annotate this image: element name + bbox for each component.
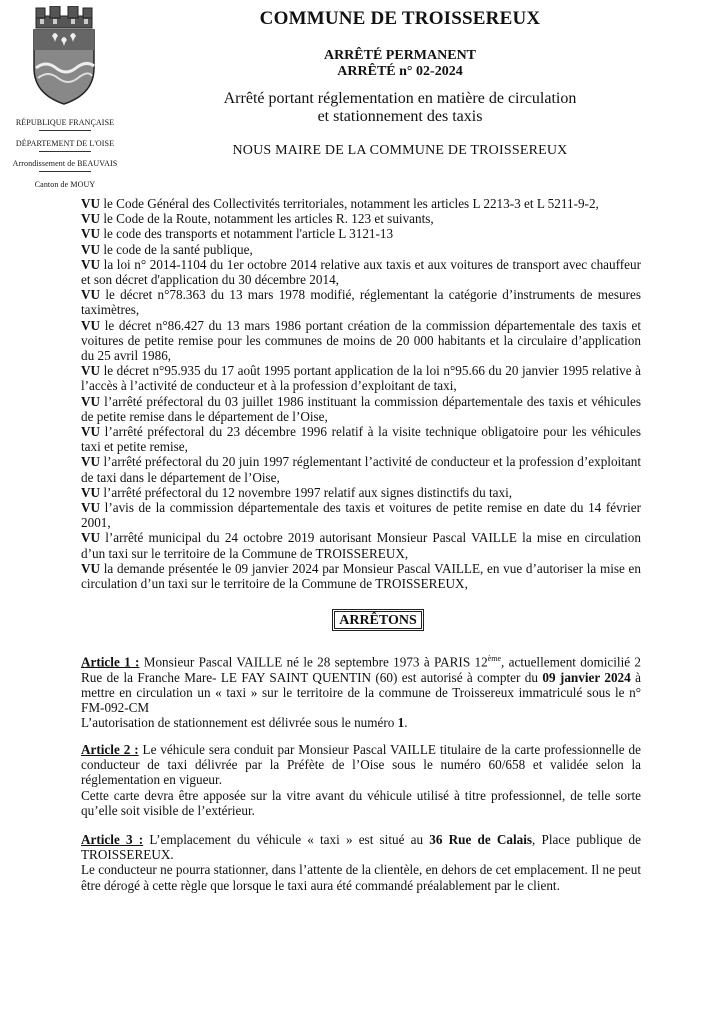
article-2-carte: Cette carte devra être apposée sur la vitre avant du véhicule utilisé à titre professionnel, de telle sorte qu’elle soit visible de l’extérieur. <box>81 787 641 818</box>
departement-label: DÉPARTEMENT DE L'OISE <box>6 139 124 152</box>
considerant-item: VU l’arrêté préfectoral du 20 juin 1997 réglementant l’activité de conducteur et la profession d’exploitant de taxi dans le département de l’Oise, <box>81 454 641 485</box>
arrete-object <box>150 90 650 126</box>
arrondissement-label: Arrondissement de BEAUVAIS <box>6 159 124 172</box>
article-1-paragraph: Article 1 : Monsieur Pascal VAILLE né le 28 septembre 1973 à PARIS 12ème, actuellement domicilié 2 Rue de la Franche Mare- LE FAY SAINT QUENTIN (60) est autorisé à compter du 09 janvier 2024 à mettre en circulation un « taxi » sur le territoire de la commune de Troissereux immatriculé sous le n° FM-092-CM <box>81 654 641 715</box>
considerant-item: VU le décret n°78.363 du 13 mars 1978 modifié, réglementant la catégorie d’instruments de mesures taximètres, <box>81 287 641 318</box>
object-line-2: et stationnement des taxis <box>317 108 483 125</box>
considerant-item: VU le code de la santé publique, <box>81 241 253 257</box>
considerant-item: VU la loi n° 2014-1104 du 1er octobre 2014 relative aux taxis et aux voitures de transport avec chauffeur et son décret d'application du 30 décembre 2014, <box>81 256 641 288</box>
arrete-type: ARRÊTÉ PERMANENT <box>323 48 477 63</box>
considerant-item: VU le Code Général des Collectivités territoriales, notamment les articles L 2213-3 et L 5211-9-2, <box>81 196 599 211</box>
canton-label: Canton de MOUY <box>34 180 96 189</box>
article-1 <box>81 651 641 730</box>
object-line-1: Arrêté portant réglementation en matière de circulation <box>223 90 577 107</box>
considerant-item: VU le décret n°86.427 du 13 mars 1986 portant création de la commission départementale des taxis et voitures de petite remise pour les communes de moins de 20 000 habitants et la circulaire d’application du 25 avril 1986, <box>81 317 641 364</box>
article-3-stationnement: Le conducteur ne pourra stationner, dans l’attente de la clientèle, en dehors de cet emplacement. Il ne peut être dérogé à cette règle que lorsque le taxi aura été commandé préalablement par le client. <box>81 862 641 893</box>
considerant-item: VU l’arrêté préfectoral du 12 novembre 1997 relatif aux signes distinctifs du taxi, <box>81 484 513 500</box>
considerant-item: VU le Code de la Route, notamment les articles R. 123 et suivants, <box>81 211 434 227</box>
article-3-paragraph: Article 3 : L’emplacement du véhicule « taxi » est situé au 36 Rue de Calais, Place publique de TROISSEREUX. <box>81 832 641 863</box>
arrete-number: ARRÊTÉ n° 02-2024 <box>337 64 463 79</box>
coat-of-arms-crest <box>28 6 100 106</box>
considerant-item: VU l’avis de la commission départementale des taxis et voitures de petite remise en date du 14 février 2001, <box>81 500 641 531</box>
considerant-item: VU la demande présentée le 09 janvier 2024 par Monsieur Pascal VAILLE, en vue d’autoriser la mise en circulation d’un taxi sur le territoire de la Commune de TROISSEREUX, <box>81 560 641 592</box>
considerants-list <box>81 196 641 591</box>
arretons-heading: ARRÊTONS <box>332 609 424 631</box>
article-3-title: Article 3 : <box>81 832 144 847</box>
article-1-title: Article 1 : <box>81 654 140 670</box>
considerant-item: VU l’arrêté préfectoral du 23 décembre 1996 relatif à la visite technique obligatoire pour les véhicules taxi et petite remise, <box>81 424 641 455</box>
article-2-title: Article 2 : <box>81 742 139 757</box>
considerant-item: VU le décret n°95.935 du 17 août 1995 portant application de la loi n°95.66 du 20 janvier 1995 relative à l’accès à l’activité de conducteur et à la profession d’exploitant de taxi, <box>81 363 641 394</box>
article-2-paragraph: Article 2 : Le véhicule sera conduit par Monsieur Pascal VAILLE titulaire de la carte professionnelle de conducteur de taxi délivrée par la Préfète de l’Oise sous le numéro 60/658 et validée selon la réglementation en vigueur. <box>81 742 641 788</box>
considerant-item: VU l’arrêté préfectoral du 03 juillet 1986 instituant la commission départementale des taxis et véhicules de petite remise dans le département de l’Oise, <box>81 393 641 424</box>
considerant-item: VU l’arrêté municipal du 24 octobre 2019 autorisant Monsieur Pascal VAILLE la mise en circulation d’un taxi sur le territoire de la Commune de TROISSEREUX, <box>81 530 641 561</box>
considerant-item: VU le code des transports et notamment l'article L 3121-13 <box>81 226 394 242</box>
article-3 <box>81 832 641 893</box>
article-2 <box>81 742 641 818</box>
republique-label: RÉPUBLIQUE FRANÇAISE <box>6 118 124 131</box>
article-1-stationnement: L’autorisation de stationnement est délivrée sous le numéro 1. <box>81 715 408 731</box>
commune-title: COMMUNE DE TROISSEREUX <box>259 8 541 29</box>
nous-maire-line: NOUS MAIRE DE LA COMMUNE DE TROISSEREUX <box>232 143 568 158</box>
arrete-heading <box>150 48 650 80</box>
